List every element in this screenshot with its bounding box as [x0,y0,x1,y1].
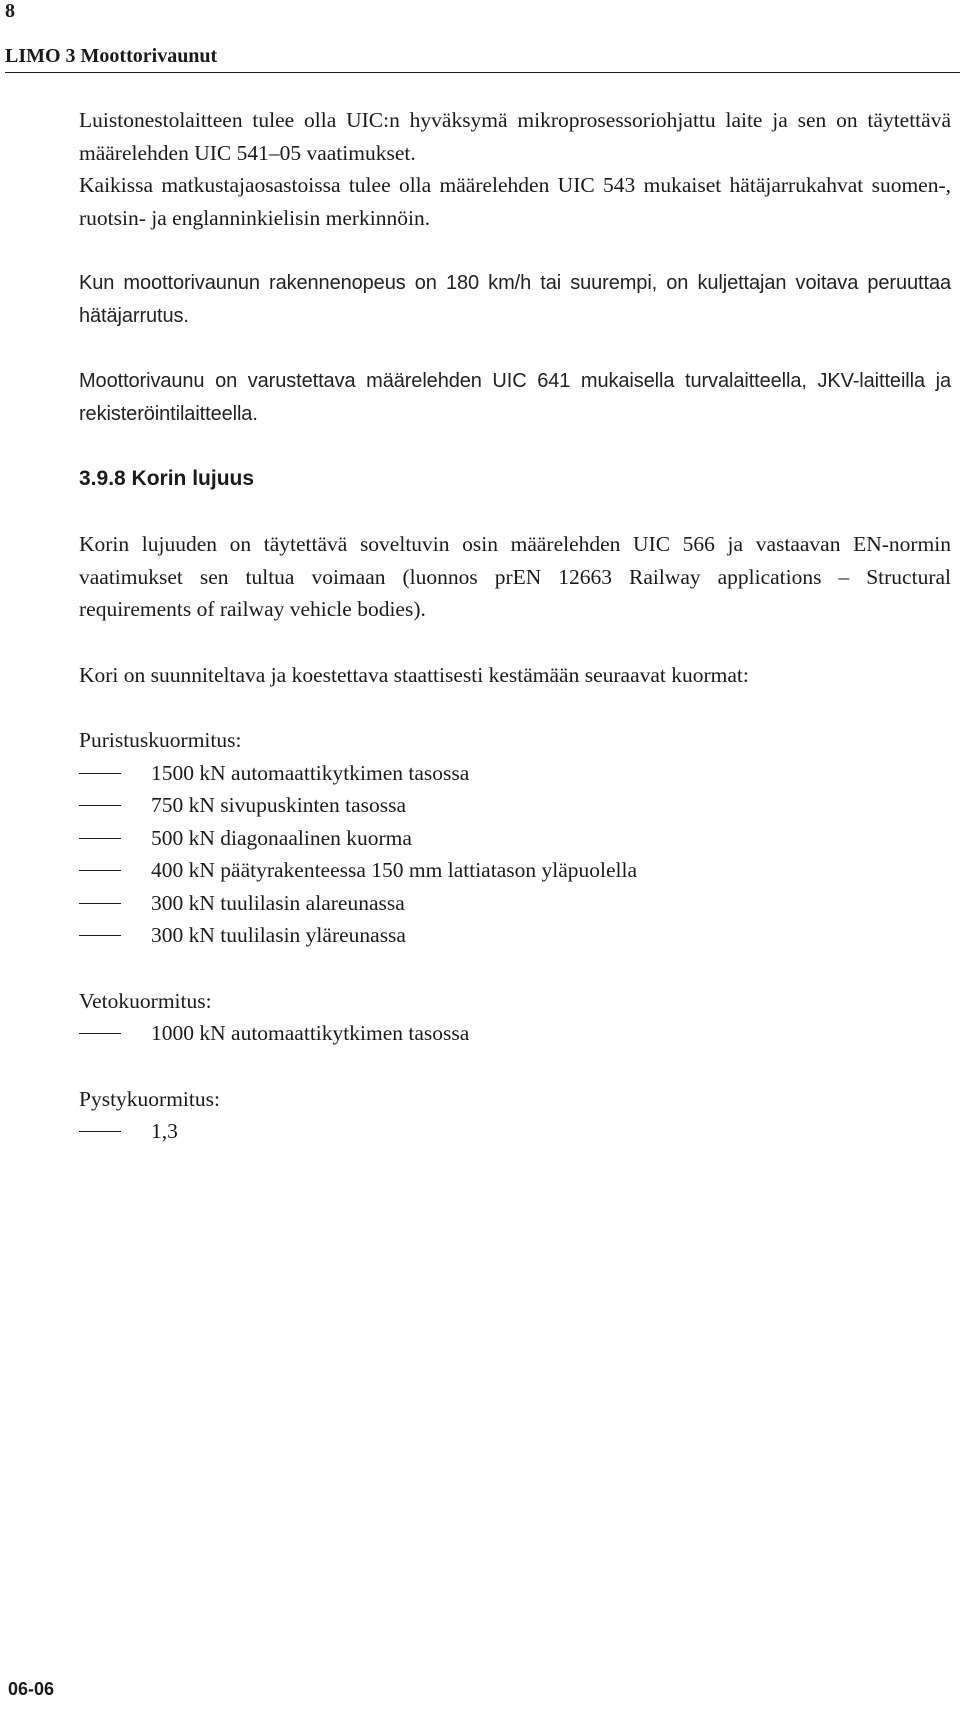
tension-load-list [79,1017,951,1050]
dash-bullet [79,903,121,904]
dash-bullet [79,773,121,774]
list-item: 1,3 [79,1115,951,1148]
paragraph-emergency-brake-override: Kun moottorivaunun rakennenopeus on 180 km/h tai suurempi, on kuljettajan voitava peruuttaa hätäjarrutus. [79,272,951,327]
paragraph-static-loads: Kori on suunniteltava ja koestettava staattisesti kestämään seuraavat kuormat: [79,662,749,687]
compression-load-label: Puristuskuormitus: [79,728,242,752]
vertical-load-label: Pystykuormitus: [79,1086,220,1111]
list-item: 400 kN päätyrakenteessa 150 mm lattiatason yläpuolella [79,854,951,887]
paragraph-safety-equipment: Moottorivaunu on varustettava määrelehden UIC 641 mukaisella turvalaitteella, JKV-laitteilla ja rekisteröintilaitteella. [79,370,951,425]
dash-bullet [79,935,121,936]
document-body [79,104,951,1148]
vertical-load-list [79,1115,951,1148]
page-number: 8 [5,0,15,22]
list-item: 500 kN diagonaalinen kuorma [79,822,951,855]
section-heading: 3.9.8 Korin lujuus [79,467,255,490]
list-item: 300 kN tuulilasin yläreunassa [79,919,951,952]
dash-bullet [79,838,121,839]
footer-document-code: 06-06 [8,1679,55,1699]
list-item: 750 kN sivupuskinten tasossa [79,789,951,822]
dash-bullet [79,1033,121,1034]
tension-load-label: Vetokuormitus: [79,988,212,1013]
dash-bullet [79,805,121,806]
paragraph-antislip: Luistonestolaitteen tulee olla UIC:n hyväksymä mikroprosessoriohjattu laite ja sen on täytettävä määrelehden UIC 541–05 vaatimukset. [79,108,951,165]
list-item: 300 kN tuulilasin alareunassa [79,887,951,920]
dash-bullet [79,1131,121,1132]
list-item: 1500 kN automaattikytkimen tasossa [79,757,951,790]
header-rule [5,72,960,73]
compression-load-list [79,757,951,952]
running-header: LIMO 3 Moottorivaunut [5,45,218,67]
paragraph-emergency-handles: Kaikissa matkustajaosastoissa tulee olla määrelehden UIC 543 mukaiset hätäjarrukahvat suomen-, ruotsin- ja englanninkielisin merkinnöin. [79,173,951,230]
list-item: 1000 kN automaattikytkimen tasossa [79,1017,951,1050]
paragraph-body-strength: Korin lujuuden on täytettävä soveltuvin osin määrelehden UIC 566 ja vastaavan EN-normin vaatimukset sen tultua voimaan (luonnos prEN 12663 Railway applications – Structural requirements of railway vehicle bodies). [79,532,951,621]
dash-bullet [79,870,121,871]
